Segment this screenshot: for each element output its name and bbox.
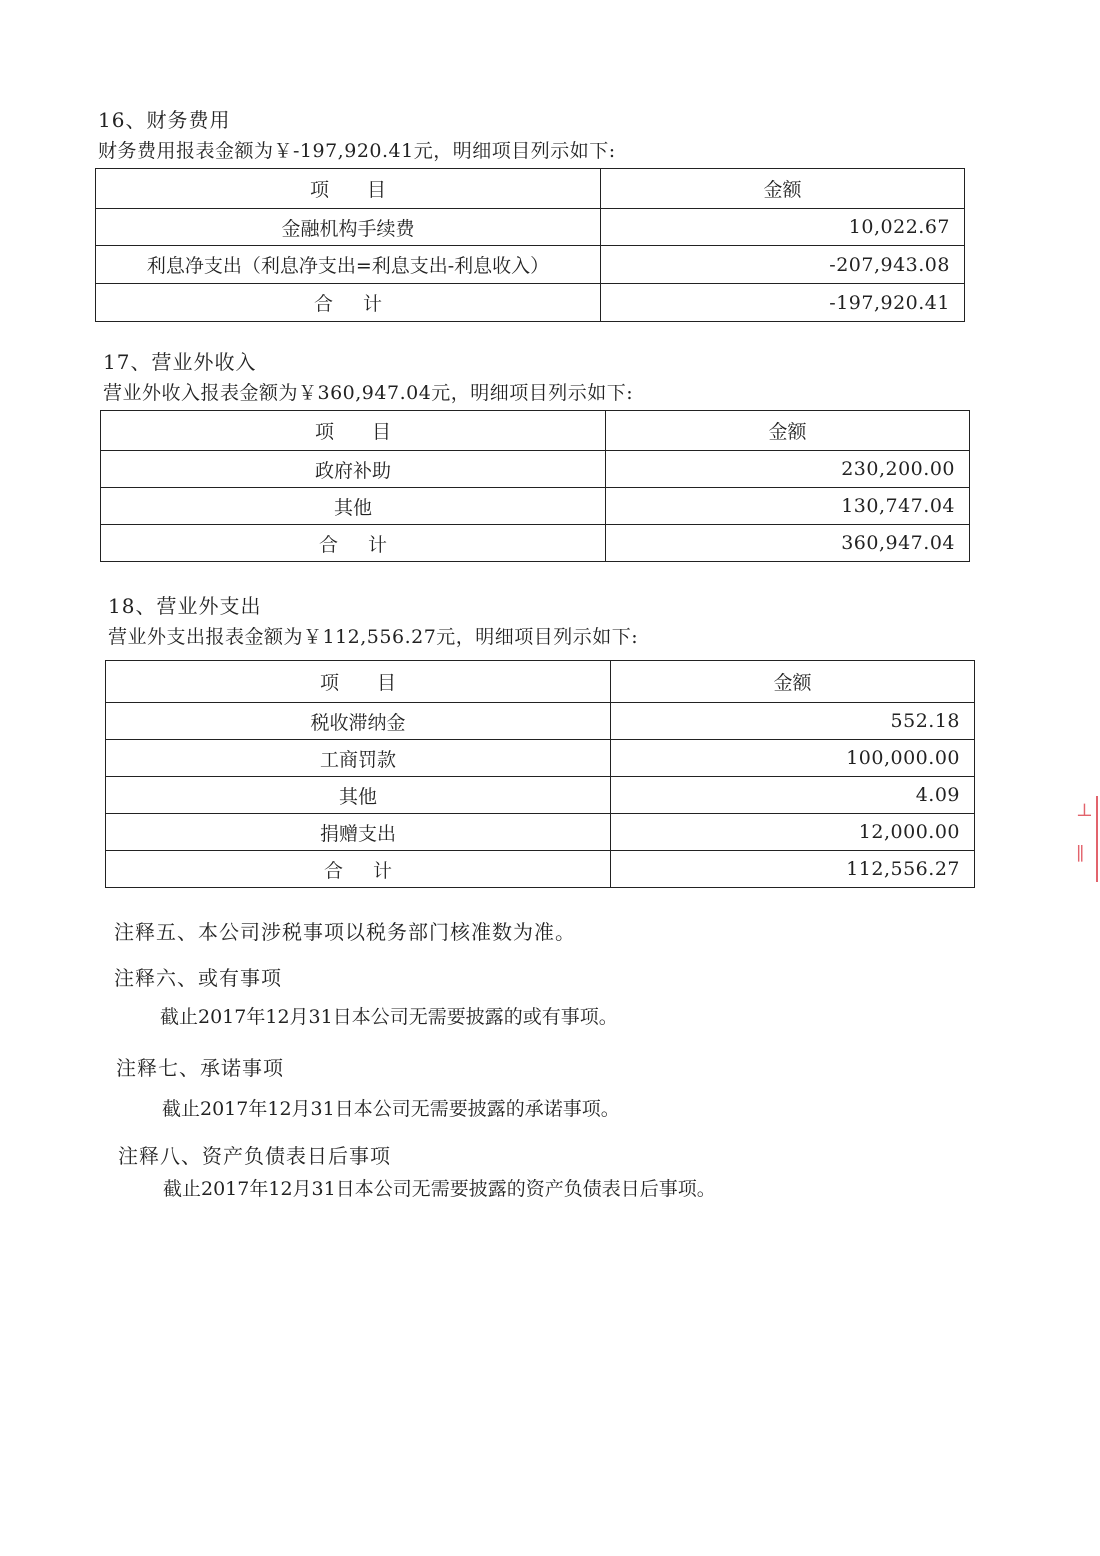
section-18-intro: 营业外支出报表金额为￥112,556.27元，明细项目列示如下: [108, 626, 639, 648]
row-amount: -207,943.08 [601, 246, 965, 284]
row-item: 税收滞纳金 [106, 703, 611, 740]
row-amount: 230,200.00 [606, 451, 970, 488]
row-item: 利息净支出（利息净支出=利息支出-利息收入） [96, 246, 601, 284]
row-item: 捐赠支出 [106, 814, 611, 851]
seal-stamp-fragment: ⊥ ∥ [1074, 796, 1098, 882]
table-row [96, 209, 965, 246]
note-7-body: 截止2017年12月31日本公司无需要披露的承诺事项。 [162, 1098, 620, 1120]
note-7-title: 注释七、承诺事项 [116, 1056, 284, 1080]
note-5-title: 注释五、本公司涉税事项以税务部门核准数为准。 [114, 920, 576, 944]
row-item: 其他 [101, 488, 606, 525]
row-item: 金融机构手续费 [96, 209, 601, 246]
total-amount: 360,947.04 [606, 525, 970, 562]
row-item: 工商罚款 [106, 740, 611, 777]
section-17-heading: 17、营业外收入 [103, 350, 257, 374]
row-amount: 130,747.04 [606, 488, 970, 525]
row-item: 政府补助 [101, 451, 606, 488]
item-column-header: 项 目 [96, 169, 601, 209]
row-item: 其他 [106, 777, 611, 814]
table-total-row [101, 525, 970, 562]
table-row [106, 814, 975, 851]
section-18-heading: 18、营业外支出 [108, 594, 262, 618]
table-row [106, 777, 975, 814]
note-8-body: 截止2017年12月31日本公司无需要披露的资产负债表日后事项。 [163, 1178, 716, 1200]
total-amount: -197,920.41 [601, 284, 965, 322]
section-16-heading: 16、财务费用 [98, 108, 231, 132]
section-16-intro: 财务费用报表金额为￥-197,920.41元，明细项目列示如下: [98, 140, 616, 162]
table-header-row [101, 411, 970, 451]
row-amount: 552.18 [611, 703, 975, 740]
table-total-row [106, 851, 975, 888]
total-label: 合计 [101, 525, 606, 562]
amount-column-header: 金额 [606, 411, 970, 451]
table-row [101, 451, 970, 488]
table-row [96, 246, 965, 284]
row-amount: 10,022.67 [601, 209, 965, 246]
finance-expense-table [95, 168, 965, 322]
amount-column-header: 金额 [611, 661, 975, 703]
note-6-title: 注释六、或有事项 [114, 966, 282, 990]
table-header-row [96, 169, 965, 209]
item-column-header: 项 目 [101, 411, 606, 451]
row-amount: 4.09 [611, 777, 975, 814]
non-operating-expense-table [105, 660, 975, 888]
total-amount: 112,556.27 [611, 851, 975, 888]
total-label: 合计 [96, 284, 601, 322]
table-row [101, 488, 970, 525]
note-6-body: 截止2017年12月31日本公司无需要披露的或有事项。 [160, 1006, 618, 1028]
table-header-row [106, 661, 975, 703]
section-17-intro: 营业外收入报表金额为￥360,947.04元，明细项目列示如下: [103, 382, 634, 404]
table-total-row [96, 284, 965, 322]
row-amount: 100,000.00 [611, 740, 975, 777]
total-label: 合计 [106, 851, 611, 888]
item-column-header: 项 目 [106, 661, 611, 703]
amount-column-header: 金额 [601, 169, 965, 209]
row-amount: 12,000.00 [611, 814, 975, 851]
note-8-title: 注释八、资产负债表日后事项 [118, 1144, 391, 1168]
table-row [106, 740, 975, 777]
table-row [106, 703, 975, 740]
non-operating-income-table [100, 410, 970, 562]
